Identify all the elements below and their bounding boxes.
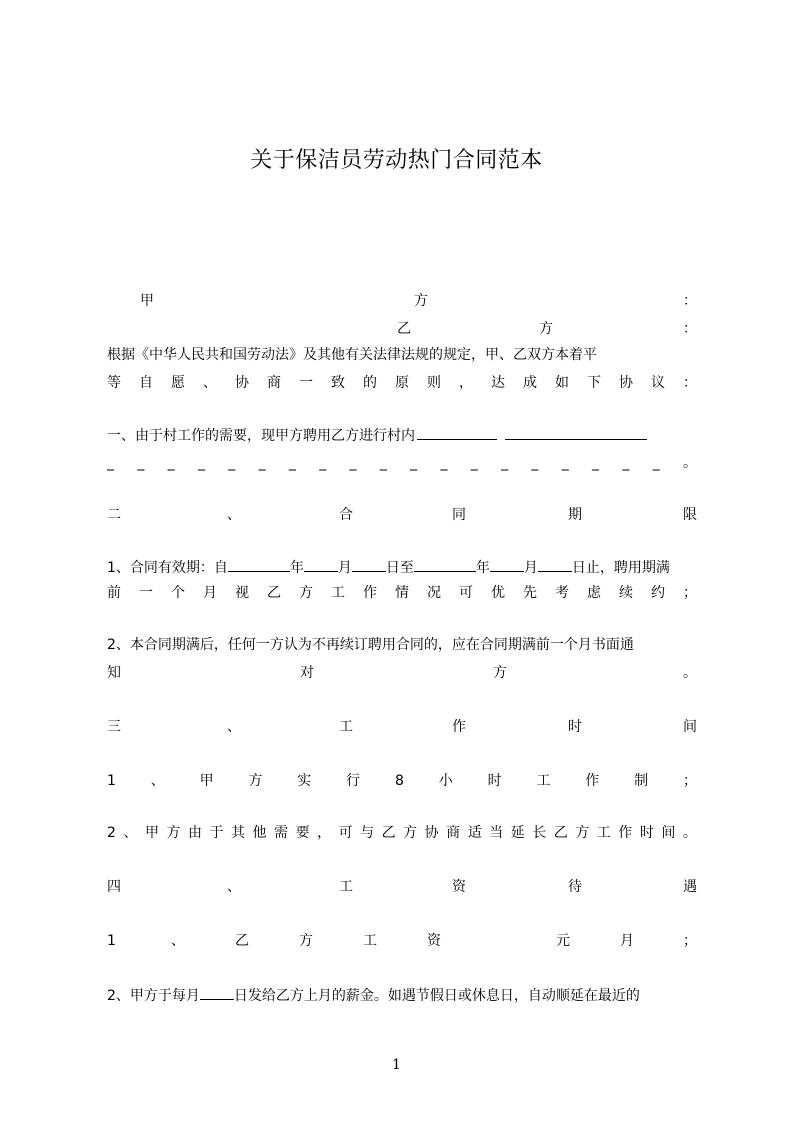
blank-field — [352, 556, 386, 572]
party-b-colon: ： — [683, 321, 697, 337]
section-1-line-2: _ _ _ _ _ _ _ _ _ _ _ _ _ _ _ _ _ _ _ 。 — [107, 452, 697, 474]
page-number: 1 — [392, 1057, 401, 1073]
section-1-text: 一、由于村工作的需要，现甲方聘用乙方进行村内 — [107, 428, 415, 444]
intro-line-1: 根据《中华人民共和国劳动法》及其他有关法律法规的规定，甲、乙双方本着平 — [107, 347, 597, 363]
section-1-line-1 — [107, 424, 697, 446]
section-3-heading: 三 、 工 作 时 间 — [107, 719, 697, 735]
section-4-para-1: 1 、 乙 方 工 资 元 月 ； — [107, 933, 697, 949]
blank-field — [228, 556, 290, 572]
section-2-para-2-line-2: 知 对 方 。 — [107, 665, 697, 681]
party-a-colon: ： — [683, 293, 697, 309]
party-b-label-2: 方 — [539, 321, 553, 337]
section-2-para-1-line-1: 1、合同有效期：自 年 月 日至 年 月 日止，聘用期满 — [107, 556, 697, 578]
section-3-para-2: 2 、 甲 方 由 于 其 他 需 要 ， 可 与 乙 方 协 商 适 当 延 长 乙 方 工 作 时 间 。 — [107, 825, 697, 841]
blank-field — [538, 556, 572, 572]
section-2-para-1-line-2: 前 一 个 月 视 乙 方 工 作 情 况 可 优 先 考 虑 续 约 ； — [107, 585, 697, 601]
section-3-para-1: 1 、 甲 方 实 行 8 小 时 工 作 制 ； — [107, 773, 697, 789]
blank-field — [490, 556, 524, 572]
section-1-end: 。 — [682, 455, 697, 471]
section-4-para-2: 2、甲方于每月 日发给乙方上月的薪金。如遇节假日或休息日，自动顺延在最近的 — [107, 984, 697, 1006]
blank-field — [417, 424, 497, 440]
intro-line-2: 等 自 愿 、 协 商 一 致 的 原 则 ， 达 成 如 下 协 议 ： — [107, 375, 697, 391]
party-a-label-1: 甲 — [140, 293, 154, 309]
section-4-heading: 四 、 工 资 待 遇 — [107, 879, 697, 895]
party-b-line — [107, 318, 697, 340]
party-b-label-1: 乙 — [397, 321, 411, 337]
section-2-heading: 二 、 合 同 期 限 — [107, 507, 697, 523]
blank-field — [414, 556, 476, 572]
document-title: 关于保洁员劳动热门合同范本 — [250, 148, 543, 173]
blank-field — [200, 984, 234, 1000]
section-2-para-2-line-1: 2、本合同期满后，任何一方认为不再续订聘用合同的，应在合同期满前一个月书面通 — [107, 637, 634, 653]
blank-field — [505, 424, 647, 440]
blank-field — [304, 556, 338, 572]
party-a-line — [107, 290, 697, 312]
party-a-label-2: 方 — [414, 293, 428, 309]
